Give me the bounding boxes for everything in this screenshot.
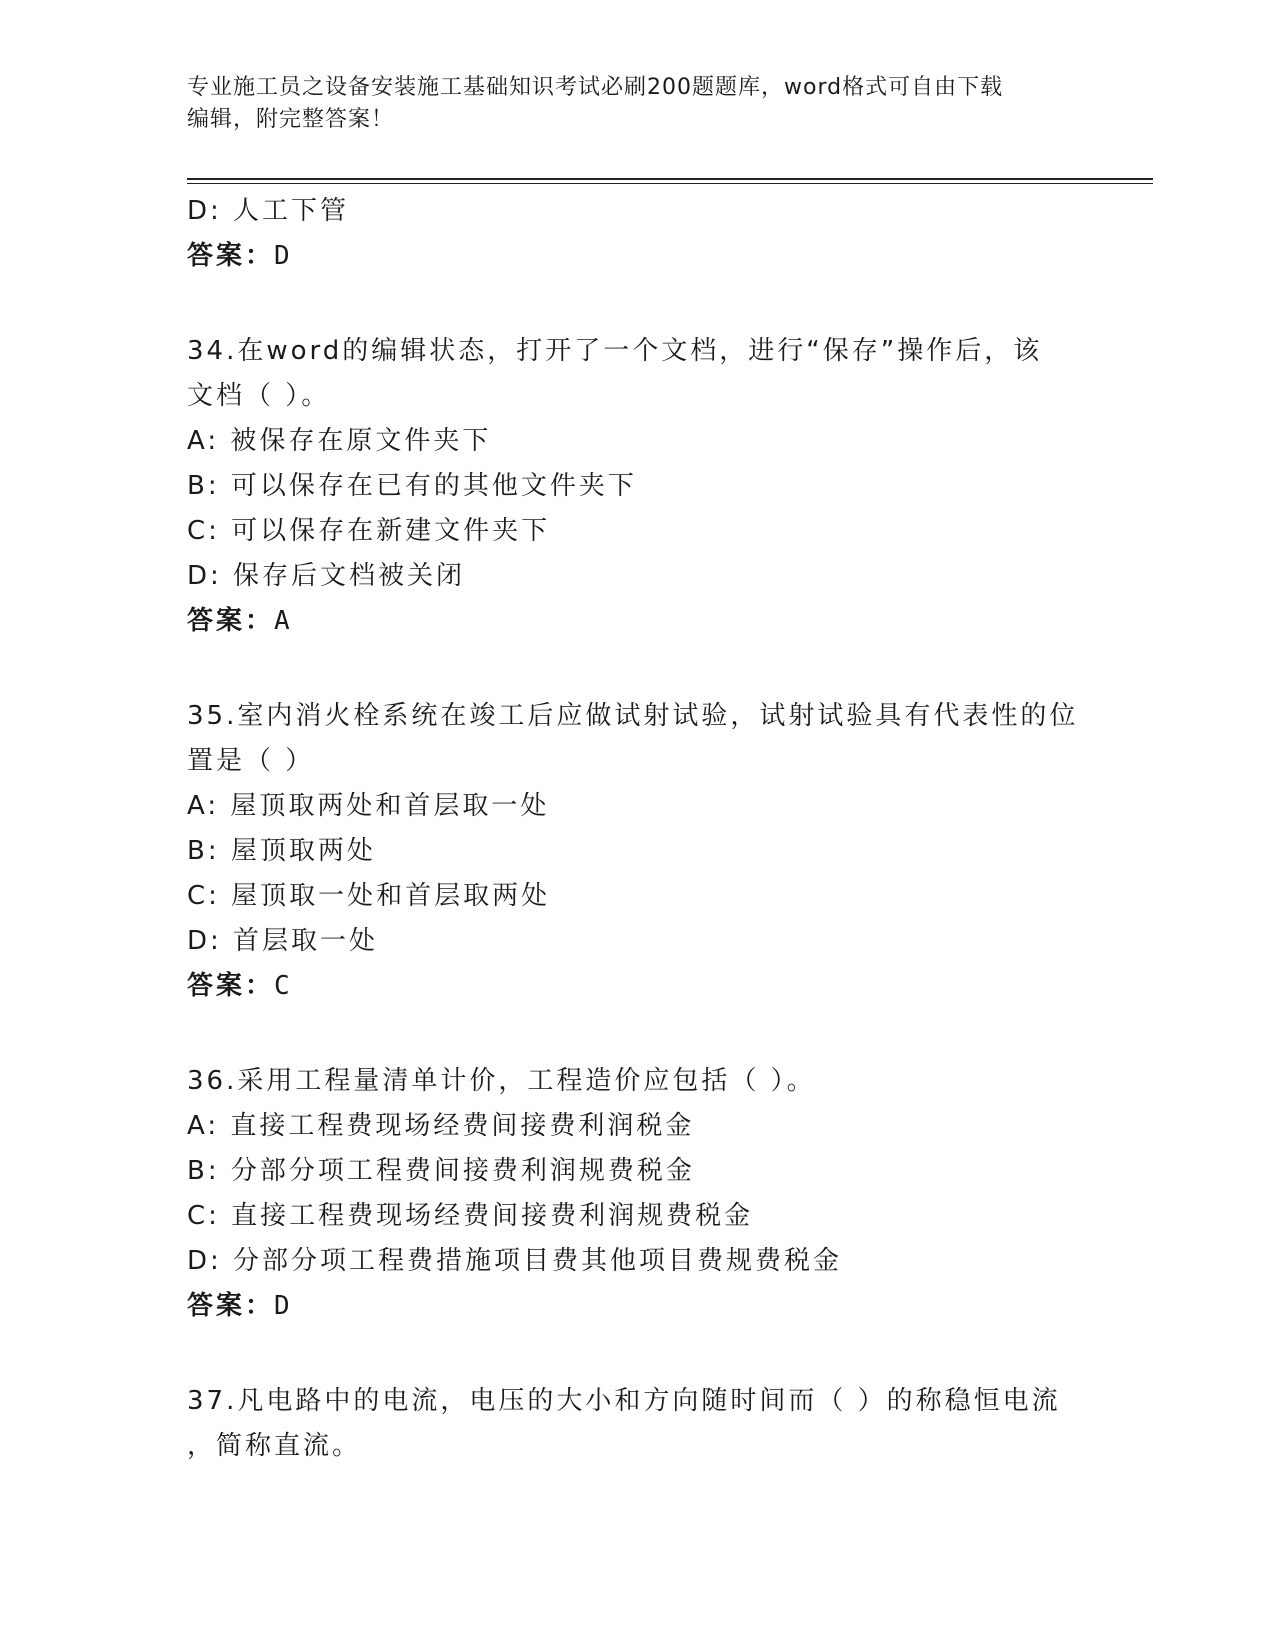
question-37 (187, 1379, 1087, 1469)
question-stem-line-2: 文档（ ）。 (187, 381, 331, 411)
option-b: B: 分部分项工程费间接费利润规费税金 (187, 1156, 695, 1186)
option-d: D: 保存后文档被关闭 (187, 561, 466, 591)
question-stem-line-2: 置是（ ） (187, 746, 315, 776)
option-b: B: 屋顶取两处 (187, 836, 376, 866)
question-stem-line-1: 34.在word的编辑状态，打开了一个文档，进行“保存”操作后，该 (187, 336, 1043, 366)
question-35 (187, 694, 1087, 1009)
page-header (187, 72, 1067, 136)
answer-label: 答案： (187, 1291, 275, 1321)
option-d-prev: D: 人工下管 (187, 196, 350, 226)
question-list (187, 189, 1087, 1469)
option-c: C: 可以保存在新建文件夹下 (187, 516, 551, 546)
question-stem-line-1: 35.室内消火栓系统在竣工后应做试射试验，试射试验具有代表性的位 (187, 701, 1079, 731)
header-title-line-2: 编辑，附完整答案！ (187, 107, 395, 132)
question-36 (187, 1059, 1087, 1329)
header-title-line-1: 专业施工员之设备安装施工基础知识考试必刷200题题库，word格式可自由下载 (187, 75, 1004, 100)
header-divider-thick (187, 178, 1153, 180)
option-a: A: 被保存在原文件夹下 (187, 426, 492, 456)
answer-value: A (274, 606, 290, 636)
answer-prev (187, 234, 1087, 279)
answer-label: 答案： (187, 241, 275, 271)
answer (187, 964, 1087, 1009)
option-a: A: 直接工程费现场经费间接费利润税金 (187, 1111, 695, 1141)
answer-value: C (274, 971, 290, 1001)
question-stem-line-1: 36.采用工程量清单计价，工程造价应包括（ ）。 (187, 1066, 816, 1096)
answer (187, 1284, 1087, 1329)
question-stem-line-2: ，简称直流。 (187, 1431, 362, 1461)
option-a: A: 屋顶取两处和首层取一处 (187, 791, 550, 821)
answer-value: D (274, 1291, 290, 1321)
answer-label: 答案： (187, 971, 275, 1001)
option-c: C: 直接工程费现场经费间接费利润规费税金 (187, 1201, 754, 1231)
option-b: B: 可以保存在已有的其他文件夹下 (187, 471, 637, 501)
answer (187, 599, 1087, 644)
question-34 (187, 329, 1087, 644)
answer-label: 答案： (187, 606, 275, 636)
option-c: C: 屋顶取一处和首层取两处 (187, 881, 551, 911)
answer-value: D (274, 241, 290, 271)
header-divider-thin (187, 183, 1153, 184)
question-stem-line-1: 37.凡电路中的电流，电压的大小和方向随时间而（ ）的称稳恒电流 (187, 1386, 1061, 1416)
option-d: D: 分部分项工程费措施项目费其他项目费规费税金 (187, 1246, 843, 1276)
option-d: D: 首层取一处 (187, 926, 379, 956)
